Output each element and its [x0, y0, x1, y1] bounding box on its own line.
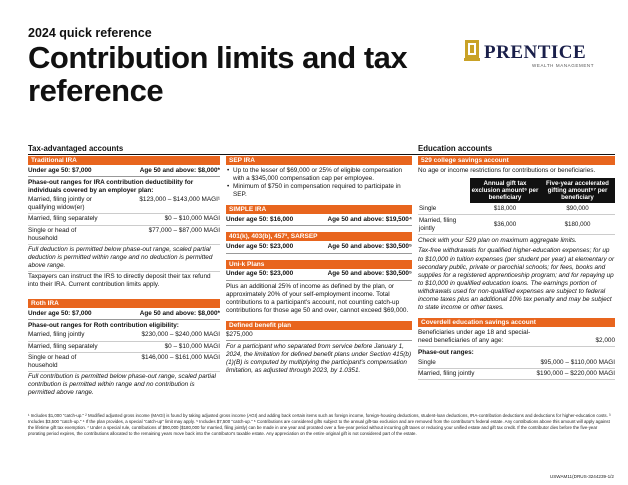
logo — [462, 38, 597, 72]
401k-bar: 401(k), 403(b), 457³, SARSEP — [226, 232, 412, 241]
uni-k-body: Plus an additional 25% of income as defined by the plan, or approximately 20% of your self-employment income. Total contributions to a participant's account, not counting catch-up contributions for those age 50 and over, cannot exceed $69,000. — [226, 282, 409, 314]
tax-advantaged-title: Tax-advantaged accounts — [28, 144, 425, 155]
529-col2-header: Five-year accelerated gifting amount⁶⁷ per beneficiary — [540, 178, 615, 203]
table-row: Married, filing separately $0 – $10,000 MAGI — [28, 214, 220, 225]
traditional-phaseout-header: Phase-out ranges for IRA contribution deductibility for individuals covered by an employer plan: — [28, 179, 194, 195]
list-item: • Minimum of $750 in compensation required to participate in SEP. — [226, 183, 412, 199]
logo-name: PRENTICE — [484, 42, 587, 63]
simple-limits: Under age 50: $16,000 Age 50 and above: $19,500⁴ — [226, 214, 412, 226]
left-column — [28, 156, 220, 397]
529-note2: Tax-free withdrawals for qualified higher-education expenses; for up to $10,000 in tuition expenses (per student per year) at elementary or secondary public, private or parochial schools; for fees, books and supplies for a registered apprenticeship program; and for repaying up to $10,000 in qualified education loans. The earnings portion of withdrawals used for non-qualified expenses are subject to federal income taxes plus an additional 10% tax penalty and may be subject to state income or other taxes. — [418, 247, 615, 312]
uni-k-bar: Uni-k Plans — [226, 260, 412, 269]
traditional-over50: Age 50 and above: $8,000* — [139, 166, 220, 174]
defined-benefit-note: For a participant who separated from service before January 1, 2024, the limitation for defined benefit plans under Section 415(b)(1)(B) is computed by multiplying the participant's compensation limitation, as adjusted through 2023, by 1.0351. — [226, 343, 412, 375]
right-column — [418, 156, 615, 380]
eyebrow: 2024 quick reference — [28, 26, 152, 40]
traditional-under50: Under age 50: $7,000 — [28, 166, 92, 174]
529-table — [418, 178, 615, 235]
roth-ira-bar: Roth IRA — [28, 299, 220, 308]
traditional-note: Full deduction is permitted below phase-out range, scaled partial deduction is permitted within range and no deduction is permitted above range. — [28, 246, 220, 272]
traditional-ira-limits — [28, 165, 220, 177]
education-title: Education accounts — [418, 144, 615, 155]
traditional-note2: Taxpayers can instruct the IRS to directly deposit their tax refund into their IRA. Current contribution limits apply. — [28, 273, 211, 289]
529-intro: No age or income restrictions for contributions or beneficiaries. — [418, 167, 596, 174]
crest-icon — [462, 38, 482, 64]
table-row: Single $95,000 – $110,000 MAGI — [418, 358, 615, 369]
logo-sub: WEALTH MANAGEMENT — [532, 63, 595, 68]
page-title: Contribution limits and tax reference — [28, 40, 408, 108]
table-row: Single or head of household $77,000 – $87,000 MAGI — [28, 226, 220, 245]
defined-benefit-bar: Defined benefit plan — [226, 321, 412, 330]
list-item: • Up to the lesser of $69,000 or 25% of eligible compensation with a $345,000 compensation cap per employee. — [226, 167, 412, 183]
table-row: Single $18,000 $90,000 — [418, 203, 615, 215]
table-row: Married, filing separately $0 – $10,000 MAGI — [28, 342, 220, 353]
529-bar: 529 college savings account — [418, 156, 615, 165]
traditional-ira-bar: Traditional IRA — [28, 156, 220, 165]
coverdell-bar: Coverdell education savings account — [418, 318, 615, 327]
coverdell-phaseout-header: Phase-out ranges: — [418, 349, 474, 357]
529-col1-header: Annual gift tax exclusion amount⁶ per beneficiary — [471, 180, 539, 202]
table-row: Married, filing jointly $36,000 $180,000 — [418, 215, 615, 235]
middle-column — [226, 156, 412, 376]
roth-ira-limits — [28, 308, 220, 320]
sep-ira-bar: SEP IRA — [226, 156, 412, 165]
table-row: Married, filing jointly or qualifying widow(er) $123,000 – $143,000 MAGI¹ — [28, 195, 220, 214]
table-row: Married, filing jointly $190,000 – $220,000 MAGI — [418, 369, 615, 380]
roth-note: Full contribution is permitted below phase-out range, scaled partial contribution is permitted within range and no contribution is permitted above range. — [28, 372, 216, 396]
simple-ira-bar: SIMPLE IRA — [226, 205, 412, 214]
defined-benefit-amount: $275,000 — [226, 331, 412, 341]
table-row: Married, filing jointly $230,000 – $240,000 MAGI — [28, 330, 220, 341]
roth-phaseout-header: Phase-out ranges for Roth contribution eligibility: — [28, 322, 179, 330]
coverdell-line1: Beneficiaries under age 18 and special-need beneficiaries of any age: $2,000 — [418, 329, 615, 347]
uni-k-limits: Under age 50: $23,000 Age 50 and above: $30,500⁵ — [226, 269, 412, 281]
table-row: Single or head of household $146,000 – $161,000 MAGI — [28, 353, 220, 372]
401k-limits: Under age 50: $23,000 Age 50 and above: $30,500⁵ — [226, 241, 412, 253]
roth-over50: Age 50 and above: $8,000* — [139, 309, 220, 317]
529-note1: Check with your 529 plan on maximum aggregate limits. — [418, 237, 577, 245]
footnote: ¹ Includes $1,000 "catch-up." ² Modified adjusted gross income (MAGI) is found by taking adjusted gross income (AGI) and adding back certain items such as foreign income, foreign-housing deductions, student-loan deductions, IRA-contribution deductions and deductions for higher-education costs. ³ Includes $3,500 "catch-up." ⁴ If the plan provides, a special "catch-up" limit may apply. ⁵ Includes $7,500 "catch-up." ⁶ Contributions are considered gifts subject to the annual gift-tax exclusion and are removed from the contributor's federal estate. Any contributions above this amount will apply against the lifetime gift tax exemption. ⁷ Under a special rule, contributions of $90,000 ($180,000 for married, filing jointly) can be made in one year and prorated over a five-year period without incurring gift taxes or reducing your unified estate and gift tax credit. If the contributor dies before the five-year prorating period expires, the contributions allocated to the remaining years move back into the contributor's taxable estate. Any appreciation on the entire original gift is not considered part of the estate. — [28, 413, 611, 436]
document-code: USWAM11(DRUS-3244239-1/2 — [549, 474, 614, 479]
roth-under50: Under age 50: $7,000 — [28, 309, 92, 317]
